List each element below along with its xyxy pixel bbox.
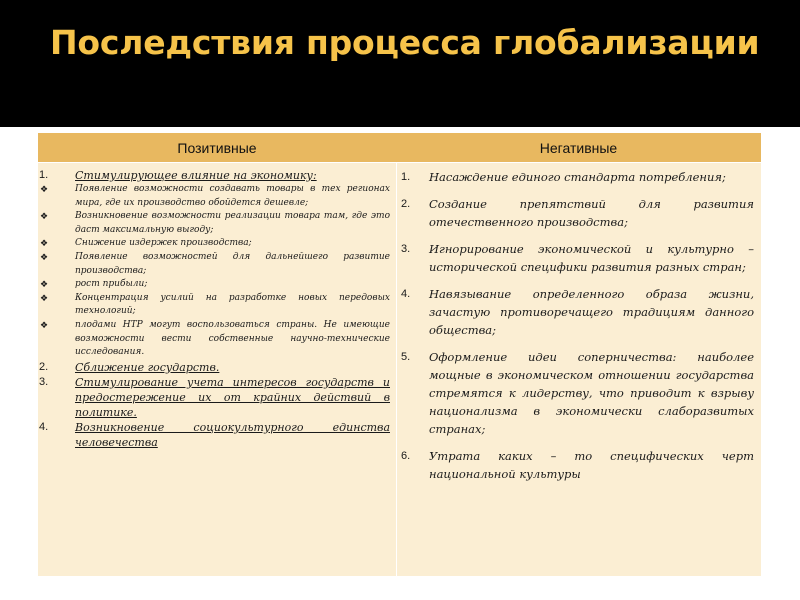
diamond-bullet-icon: ❖ bbox=[40, 319, 49, 330]
negative-item-text: Насаждение единого стандарта потребления; bbox=[429, 170, 726, 184]
table-divider-horizontal bbox=[38, 162, 761, 163]
list-number: 4. bbox=[39, 420, 49, 433]
positive-subitem-text: плодами НТР могут воспользоваться страны. Не имеющие возможности вести собственные научно-технические исследования. bbox=[75, 319, 390, 358]
negative-item bbox=[398, 348, 754, 438]
list-number: 1. bbox=[401, 171, 411, 183]
table-divider-vertical bbox=[396, 162, 397, 576]
list-number: 2. bbox=[401, 198, 411, 210]
negative-item-text: Игнорирование экономической и культурно – исторической специфики развития разных стран; bbox=[429, 242, 754, 274]
positive-subitem-text: Появление возможностей для дальнейшего развитие производства; bbox=[75, 251, 390, 276]
positive-subitem bbox=[38, 292, 390, 319]
header-positive: Позитивные bbox=[38, 133, 396, 162]
diamond-bullet-icon: ❖ bbox=[40, 251, 49, 262]
positive-item bbox=[38, 375, 390, 420]
negative-list bbox=[398, 168, 754, 492]
positive-subitem-text: Концентрация усилий на разработке новых передовых технологий; bbox=[75, 292, 390, 317]
positive-item bbox=[38, 420, 390, 450]
positive-subitem-text: рост прибыли; bbox=[75, 279, 148, 290]
positive-item-text: Возникновение социокультурного единства человечества bbox=[75, 420, 390, 449]
list-number: 4. bbox=[401, 288, 411, 300]
negative-item-text: Утрата каких – то специфических черт национальной культуры bbox=[429, 449, 754, 481]
negative-item-text: Оформление идеи соперничества: наиболее мощные в экономическом отношении государства стремятся к лидерству, что приводит к взрыву национализма в экономически слаборазвитых странах; bbox=[429, 350, 754, 436]
list-number: 2. bbox=[39, 360, 49, 373]
negative-item bbox=[398, 240, 754, 276]
positive-subitem-text: Снижение издержек производства; bbox=[75, 238, 252, 249]
diamond-bullet-icon: ❖ bbox=[40, 279, 49, 290]
diamond-bullet-icon: ❖ bbox=[40, 211, 49, 222]
positive-subitem bbox=[38, 237, 390, 251]
positive-subitem bbox=[38, 278, 390, 292]
positive-subitem bbox=[38, 183, 390, 210]
consequences-table bbox=[38, 133, 761, 576]
list-number: 6. bbox=[401, 450, 411, 462]
diamond-bullet-icon: ❖ bbox=[40, 292, 49, 303]
positive-subitem bbox=[38, 210, 390, 237]
header-negative: Негативные bbox=[396, 133, 761, 162]
slide-title: Последствия процесса глобализации bbox=[50, 23, 760, 62]
positive-item-text: Стимулирующее влияние на экономику: bbox=[75, 169, 317, 182]
negative-item bbox=[398, 168, 754, 186]
positive-list bbox=[38, 168, 390, 450]
negative-item-text: Навязывание определенного образа жизни, зачастую противоречащего традициям данного общества; bbox=[429, 287, 754, 337]
positive-subitem bbox=[38, 251, 390, 278]
list-number: 1. bbox=[39, 169, 49, 181]
positive-subitem-text: Возникновение возможности реализации товара там, где это даст максимальную выгоду; bbox=[75, 211, 390, 235]
list-number: 5. bbox=[401, 351, 411, 363]
positive-item-text: Сближение государств. bbox=[75, 360, 220, 374]
negative-item bbox=[398, 285, 754, 339]
positive-subitem-text: Появление возможности создавать товары в тех регионах мира, где их производство обойдется дешевле; bbox=[75, 184, 390, 208]
negative-item bbox=[398, 195, 754, 231]
list-number: 3. bbox=[401, 243, 411, 255]
title-band bbox=[0, 0, 800, 127]
list-number: 3. bbox=[39, 375, 49, 388]
positive-item bbox=[38, 360, 390, 375]
positive-subitem bbox=[38, 319, 390, 360]
diamond-bullet-icon: ❖ bbox=[40, 238, 49, 249]
diamond-bullet-icon: ❖ bbox=[40, 184, 49, 194]
positive-item-text: Стимулирование учета интересов государств и предостережение их от крайних действий в политике. bbox=[75, 375, 390, 419]
negative-item bbox=[398, 447, 754, 483]
positive-item bbox=[38, 168, 390, 183]
negative-item-text: Создание препятствий для развития отечественного производства; bbox=[429, 197, 754, 229]
